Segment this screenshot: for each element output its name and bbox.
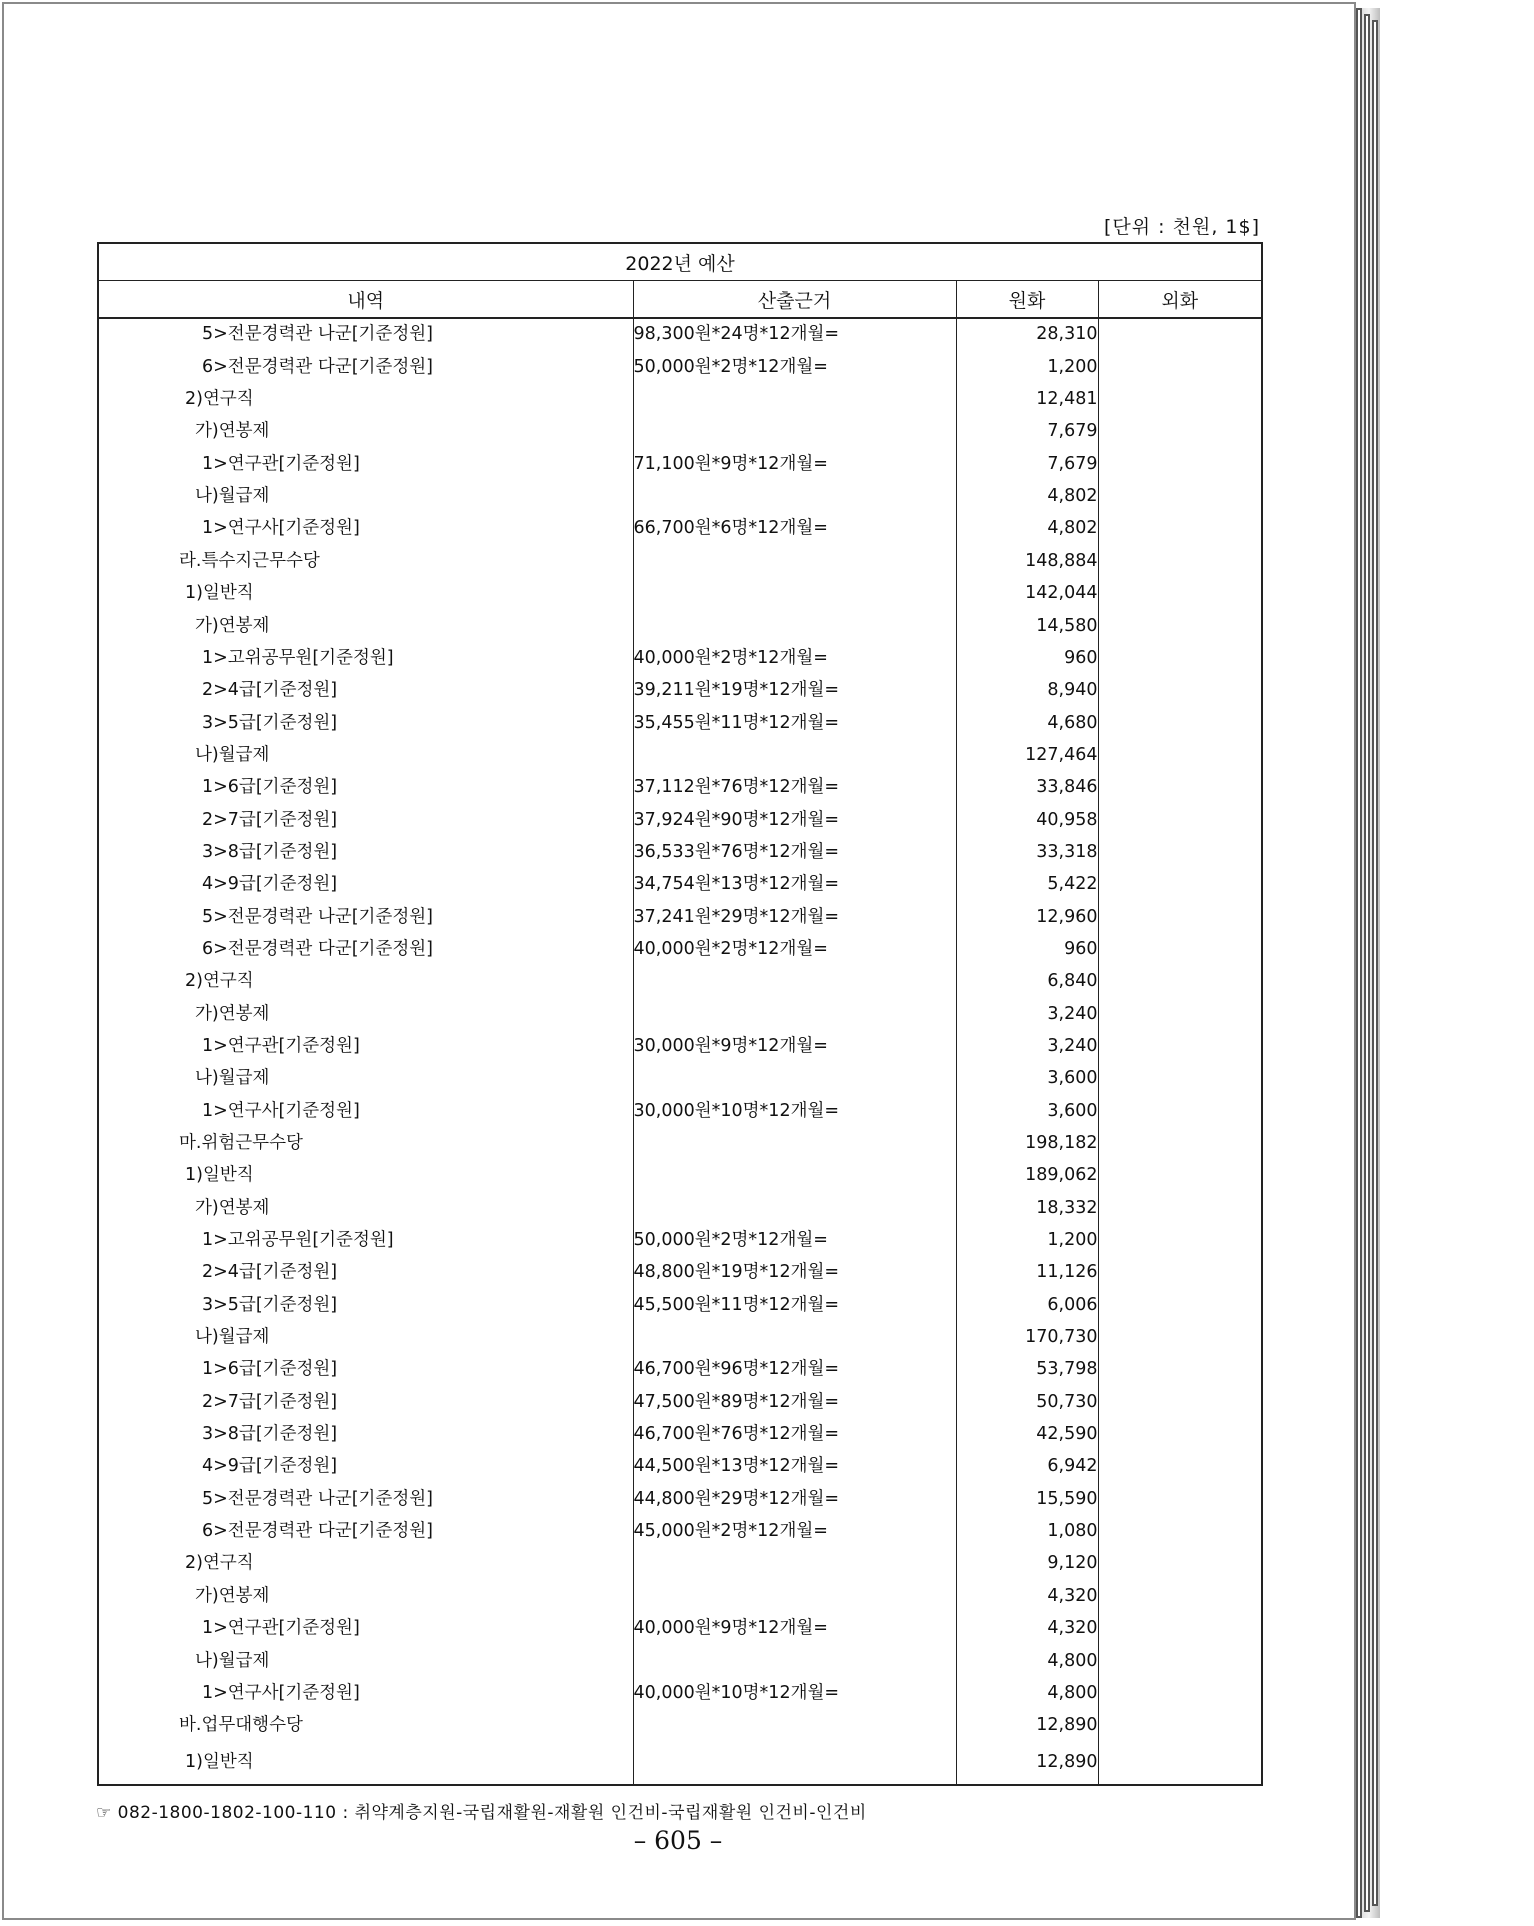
table-row (98, 1451, 1262, 1483)
footnote: ☞ 082-1800-1802-100-110 : 취약계층지원-국립재활원-재활원 인건비-국립재활원 인건비-인건비 (96, 1803, 867, 1823)
amount-cell: 198,182 (956, 1128, 1098, 1160)
foreign-amount-cell (1098, 416, 1262, 448)
item-cell: 바.업무대행수당 (98, 1710, 633, 1742)
item-cell: 6>전문경력관 다군[기준정원] (98, 1516, 633, 1548)
amount-cell: 3,240 (956, 998, 1098, 1030)
foreign-amount-cell (1098, 772, 1262, 804)
item-cell: 1)일반직 (98, 578, 633, 610)
foreign-amount-cell (1098, 1580, 1262, 1612)
basis-cell (633, 1580, 956, 1612)
amount-cell: 127,464 (956, 739, 1098, 771)
item-cell: 나)월급제 (98, 1645, 633, 1677)
amount-cell: 28,310 (956, 318, 1098, 351)
basis-cell: 30,000원*10명*12개월= (633, 1095, 956, 1127)
amount-cell: 12,481 (956, 384, 1098, 416)
amount-cell: 3,240 (956, 1031, 1098, 1063)
item-cell: 1>연구관[기준정원] (98, 1613, 633, 1645)
table-row (98, 513, 1262, 545)
foreign-amount-cell (1098, 481, 1262, 513)
item-cell: 가)연봉제 (98, 1580, 633, 1612)
foreign-amount-cell (1098, 513, 1262, 545)
foreign-amount-cell (1098, 1742, 1262, 1785)
table-row (98, 1257, 1262, 1289)
item-cell: 1>연구관[기준정원] (98, 1031, 633, 1063)
basis-cell (633, 1160, 956, 1192)
foreign-amount-cell (1098, 448, 1262, 480)
table-row (98, 416, 1262, 448)
item-cell: 가)연봉제 (98, 1192, 633, 1224)
amount-cell: 5,422 (956, 869, 1098, 901)
basis-cell: 48,800원*19명*12개월= (633, 1257, 956, 1289)
item-cell: 3>8급[기준정원] (98, 1419, 633, 1451)
basis-cell: 40,000원*2명*12개월= (633, 642, 956, 674)
amount-cell: 4,800 (956, 1677, 1098, 1709)
table-row (98, 1031, 1262, 1063)
column-header-item: 내역 (98, 281, 633, 319)
basis-cell: 98,300원*24명*12개월= (633, 318, 956, 351)
amount-cell: 170,730 (956, 1322, 1098, 1354)
amount-cell: 12,960 (956, 901, 1098, 933)
table-row (98, 318, 1262, 351)
amount-cell: 7,679 (956, 448, 1098, 480)
basis-cell: 37,241원*29명*12개월= (633, 901, 956, 933)
table-row (98, 448, 1262, 480)
table-row (98, 610, 1262, 642)
amount-cell: 6,006 (956, 1289, 1098, 1321)
item-cell: 3>8급[기준정원] (98, 837, 633, 869)
item-cell: 2>7급[기준정원] (98, 1386, 633, 1418)
foreign-amount-cell (1098, 384, 1262, 416)
amount-cell: 18,332 (956, 1192, 1098, 1224)
amount-cell: 142,044 (956, 578, 1098, 610)
table-row (98, 1613, 1262, 1645)
foreign-amount-cell (1098, 1645, 1262, 1677)
foreign-amount-cell (1098, 1095, 1262, 1127)
item-cell: 2>7급[기준정원] (98, 804, 633, 836)
table-row (98, 1386, 1262, 1418)
foreign-amount-cell (1098, 1710, 1262, 1742)
table-row (98, 1289, 1262, 1321)
basis-cell (633, 1128, 956, 1160)
basis-cell (633, 1548, 956, 1580)
amount-cell: 15,590 (956, 1483, 1098, 1515)
basis-cell: 47,500원*89명*12개월= (633, 1386, 956, 1418)
table-row (98, 1742, 1262, 1785)
amount-cell: 6,942 (956, 1451, 1098, 1483)
basis-cell: 50,000원*2명*12개월= (633, 1225, 956, 1257)
basis-cell: 40,000원*9명*12개월= (633, 1613, 956, 1645)
basis-cell (633, 998, 956, 1030)
page-stack-edge (1356, 8, 1362, 1918)
amount-cell: 148,884 (956, 545, 1098, 577)
amount-cell: 9,120 (956, 1548, 1098, 1580)
table-row (98, 384, 1262, 416)
item-cell: 3>5급[기준정원] (98, 707, 633, 739)
basis-cell: 30,000원*9명*12개월= (633, 1031, 956, 1063)
table-row (98, 1580, 1262, 1612)
item-cell: 가)연봉제 (98, 610, 633, 642)
basis-cell: 44,800원*29명*12개월= (633, 1483, 956, 1515)
basis-cell: 45,000원*2명*12개월= (633, 1516, 956, 1548)
table-title: 2022년 예산 (98, 243, 1262, 281)
table-row (98, 1095, 1262, 1127)
item-cell: 1>연구사[기준정원] (98, 1677, 633, 1709)
foreign-amount-cell (1098, 1031, 1262, 1063)
basis-cell (633, 416, 956, 448)
basis-cell: 34,754원*13명*12개월= (633, 869, 956, 901)
basis-cell: 66,700원*6명*12개월= (633, 513, 956, 545)
amount-cell: 3,600 (956, 1063, 1098, 1095)
item-cell: 6>전문경력관 다군[기준정원] (98, 351, 633, 383)
amount-cell: 7,679 (956, 416, 1098, 448)
foreign-amount-cell (1098, 1419, 1262, 1451)
item-cell: 2)연구직 (98, 1548, 633, 1580)
foreign-amount-cell (1098, 1160, 1262, 1192)
foreign-amount-cell (1098, 869, 1262, 901)
unit-label: [단위 : 천원, 1$] (1104, 216, 1260, 238)
foreign-amount-cell (1098, 1354, 1262, 1386)
basis-cell: 44,500원*13명*12개월= (633, 1451, 956, 1483)
amount-cell: 4,320 (956, 1580, 1098, 1612)
amount-cell: 960 (956, 934, 1098, 966)
table-row (98, 1322, 1262, 1354)
item-cell: 1>연구관[기준정원] (98, 448, 633, 480)
item-cell: 가)연봉제 (98, 416, 633, 448)
table-row (98, 1225, 1262, 1257)
item-cell: 나)월급제 (98, 1322, 633, 1354)
foreign-amount-cell (1098, 1483, 1262, 1515)
basis-cell: 46,700원*76명*12개월= (633, 1419, 956, 1451)
amount-cell: 53,798 (956, 1354, 1098, 1386)
foreign-amount-cell (1098, 1677, 1262, 1709)
basis-cell (633, 1192, 956, 1224)
table-row (98, 1160, 1262, 1192)
basis-cell: 40,000원*10명*12개월= (633, 1677, 956, 1709)
amount-cell: 960 (956, 642, 1098, 674)
basis-cell (633, 1742, 956, 1785)
foreign-amount-cell (1098, 545, 1262, 577)
amount-cell: 1,200 (956, 351, 1098, 383)
item-cell: 1>연구사[기준정원] (98, 513, 633, 545)
foreign-amount-cell (1098, 642, 1262, 674)
basis-cell: 71,100원*9명*12개월= (633, 448, 956, 480)
item-cell: 4>9급[기준정원] (98, 1451, 633, 1483)
table-row (98, 998, 1262, 1030)
table-row (98, 481, 1262, 513)
page-stack-edge (1372, 20, 1378, 1906)
table-row (98, 804, 1262, 836)
foreign-amount-cell (1098, 1257, 1262, 1289)
amount-cell: 50,730 (956, 1386, 1098, 1418)
item-cell: 2)연구직 (98, 966, 633, 998)
foreign-amount-cell (1098, 318, 1262, 351)
amount-cell: 1,200 (956, 1225, 1098, 1257)
table-row (98, 966, 1262, 998)
item-cell: 마.위험근무수당 (98, 1128, 633, 1160)
item-cell: 1>6급[기준정원] (98, 1354, 633, 1386)
amount-cell: 40,958 (956, 804, 1098, 836)
basis-cell: 37,924원*90명*12개월= (633, 804, 956, 836)
item-cell: 6>전문경력관 다군[기준정원] (98, 934, 633, 966)
basis-cell: 37,112원*76명*12개월= (633, 772, 956, 804)
basis-cell (633, 1645, 956, 1677)
foreign-amount-cell (1098, 675, 1262, 707)
foreign-amount-cell (1098, 1225, 1262, 1257)
table-row (98, 675, 1262, 707)
table-row (98, 869, 1262, 901)
table-row (98, 351, 1262, 383)
page-number: – 605 – (633, 1826, 723, 1855)
budget-table (97, 242, 1263, 1786)
foreign-amount-cell (1098, 1548, 1262, 1580)
amount-cell: 4,802 (956, 481, 1098, 513)
amount-cell: 189,062 (956, 1160, 1098, 1192)
amount-cell: 6,840 (956, 966, 1098, 998)
item-cell: 2>4급[기준정원] (98, 1257, 633, 1289)
basis-cell (633, 610, 956, 642)
foreign-amount-cell (1098, 610, 1262, 642)
foreign-amount-cell (1098, 1289, 1262, 1321)
foreign-amount-cell (1098, 837, 1262, 869)
foreign-amount-cell (1098, 1192, 1262, 1224)
amount-cell: 12,890 (956, 1742, 1098, 1785)
basis-cell: 46,700원*96명*12개월= (633, 1354, 956, 1386)
table-row (98, 1354, 1262, 1386)
foreign-amount-cell (1098, 998, 1262, 1030)
table-row (98, 1645, 1262, 1677)
basis-cell (633, 1063, 956, 1095)
foreign-amount-cell (1098, 1516, 1262, 1548)
table-row (98, 1063, 1262, 1095)
table-row (98, 642, 1262, 674)
item-cell: 나)월급제 (98, 739, 633, 771)
amount-cell: 4,320 (956, 1613, 1098, 1645)
table-body (98, 318, 1262, 1785)
table-row (98, 1192, 1262, 1224)
amount-cell: 8,940 (956, 675, 1098, 707)
table-row (98, 578, 1262, 610)
item-cell: 5>전문경력관 나군[기준정원] (98, 318, 633, 351)
amount-cell: 3,600 (956, 1095, 1098, 1127)
foreign-amount-cell (1098, 1451, 1262, 1483)
foreign-amount-cell (1098, 804, 1262, 836)
basis-cell (633, 481, 956, 513)
table-row (98, 772, 1262, 804)
amount-cell: 14,580 (956, 610, 1098, 642)
item-cell: 나)월급제 (98, 481, 633, 513)
amount-cell: 4,802 (956, 513, 1098, 545)
basis-cell (633, 1710, 956, 1742)
foreign-amount-cell (1098, 1063, 1262, 1095)
table-row (98, 739, 1262, 771)
foreign-amount-cell (1098, 351, 1262, 383)
item-cell: 1>6급[기준정원] (98, 772, 633, 804)
amount-cell: 11,126 (956, 1257, 1098, 1289)
foreign-amount-cell (1098, 934, 1262, 966)
item-cell: 가)연봉제 (98, 998, 633, 1030)
foreign-amount-cell (1098, 1613, 1262, 1645)
item-cell: 4>9급[기준정원] (98, 869, 633, 901)
item-cell: 나)월급제 (98, 1063, 633, 1095)
foreign-amount-cell (1098, 966, 1262, 998)
table-row (98, 1419, 1262, 1451)
table-row (98, 1128, 1262, 1160)
basis-cell (633, 545, 956, 577)
amount-cell: 12,890 (956, 1710, 1098, 1742)
basis-cell: 50,000원*2명*12개월= (633, 351, 956, 383)
item-cell: 1>고위공무원[기준정원] (98, 642, 633, 674)
item-cell: 1)일반직 (98, 1742, 633, 1785)
table-row (98, 934, 1262, 966)
table-row (98, 1483, 1262, 1515)
table-row (98, 1677, 1262, 1709)
basis-cell: 36,533원*76명*12개월= (633, 837, 956, 869)
item-cell: 1>연구사[기준정원] (98, 1095, 633, 1127)
amount-cell: 33,846 (956, 772, 1098, 804)
table-row (98, 545, 1262, 577)
basis-cell: 40,000원*2명*12개월= (633, 934, 956, 966)
basis-cell (633, 739, 956, 771)
foreign-amount-cell (1098, 1322, 1262, 1354)
column-header-basis: 산출근거 (633, 281, 956, 319)
basis-cell: 35,455원*11명*12개월= (633, 707, 956, 739)
basis-cell (633, 578, 956, 610)
foreign-amount-cell (1098, 739, 1262, 771)
item-cell: 1>고위공무원[기준정원] (98, 1225, 633, 1257)
amount-cell: 33,318 (956, 837, 1098, 869)
item-cell: 1)일반직 (98, 1160, 633, 1192)
column-header-krw: 원화 (956, 281, 1098, 319)
amount-cell: 4,800 (956, 1645, 1098, 1677)
table-row (98, 1710, 1262, 1742)
table-row (98, 837, 1262, 869)
foreign-amount-cell (1098, 1386, 1262, 1418)
item-cell: 2>4급[기준정원] (98, 675, 633, 707)
item-cell: 2)연구직 (98, 384, 633, 416)
item-cell: 5>전문경력관 나군[기준정원] (98, 901, 633, 933)
column-header-foreign: 외화 (1098, 281, 1262, 319)
amount-cell: 4,680 (956, 707, 1098, 739)
table-row (98, 1548, 1262, 1580)
item-cell: 5>전문경력관 나군[기준정원] (98, 1483, 633, 1515)
amount-cell: 1,080 (956, 1516, 1098, 1548)
table-row (98, 901, 1262, 933)
basis-cell (633, 1322, 956, 1354)
amount-cell: 42,590 (956, 1419, 1098, 1451)
table-row (98, 1516, 1262, 1548)
foreign-amount-cell (1098, 1128, 1262, 1160)
foreign-amount-cell (1098, 901, 1262, 933)
basis-cell: 45,500원*11명*12개월= (633, 1289, 956, 1321)
basis-cell (633, 384, 956, 416)
basis-cell: 39,211원*19명*12개월= (633, 675, 956, 707)
page-stack-edge (1364, 14, 1370, 1912)
item-cell: 라.특수지근무수당 (98, 545, 633, 577)
foreign-amount-cell (1098, 707, 1262, 739)
item-cell: 3>5급[기준정원] (98, 1289, 633, 1321)
foreign-amount-cell (1098, 578, 1262, 610)
basis-cell (633, 966, 956, 998)
table-row (98, 707, 1262, 739)
